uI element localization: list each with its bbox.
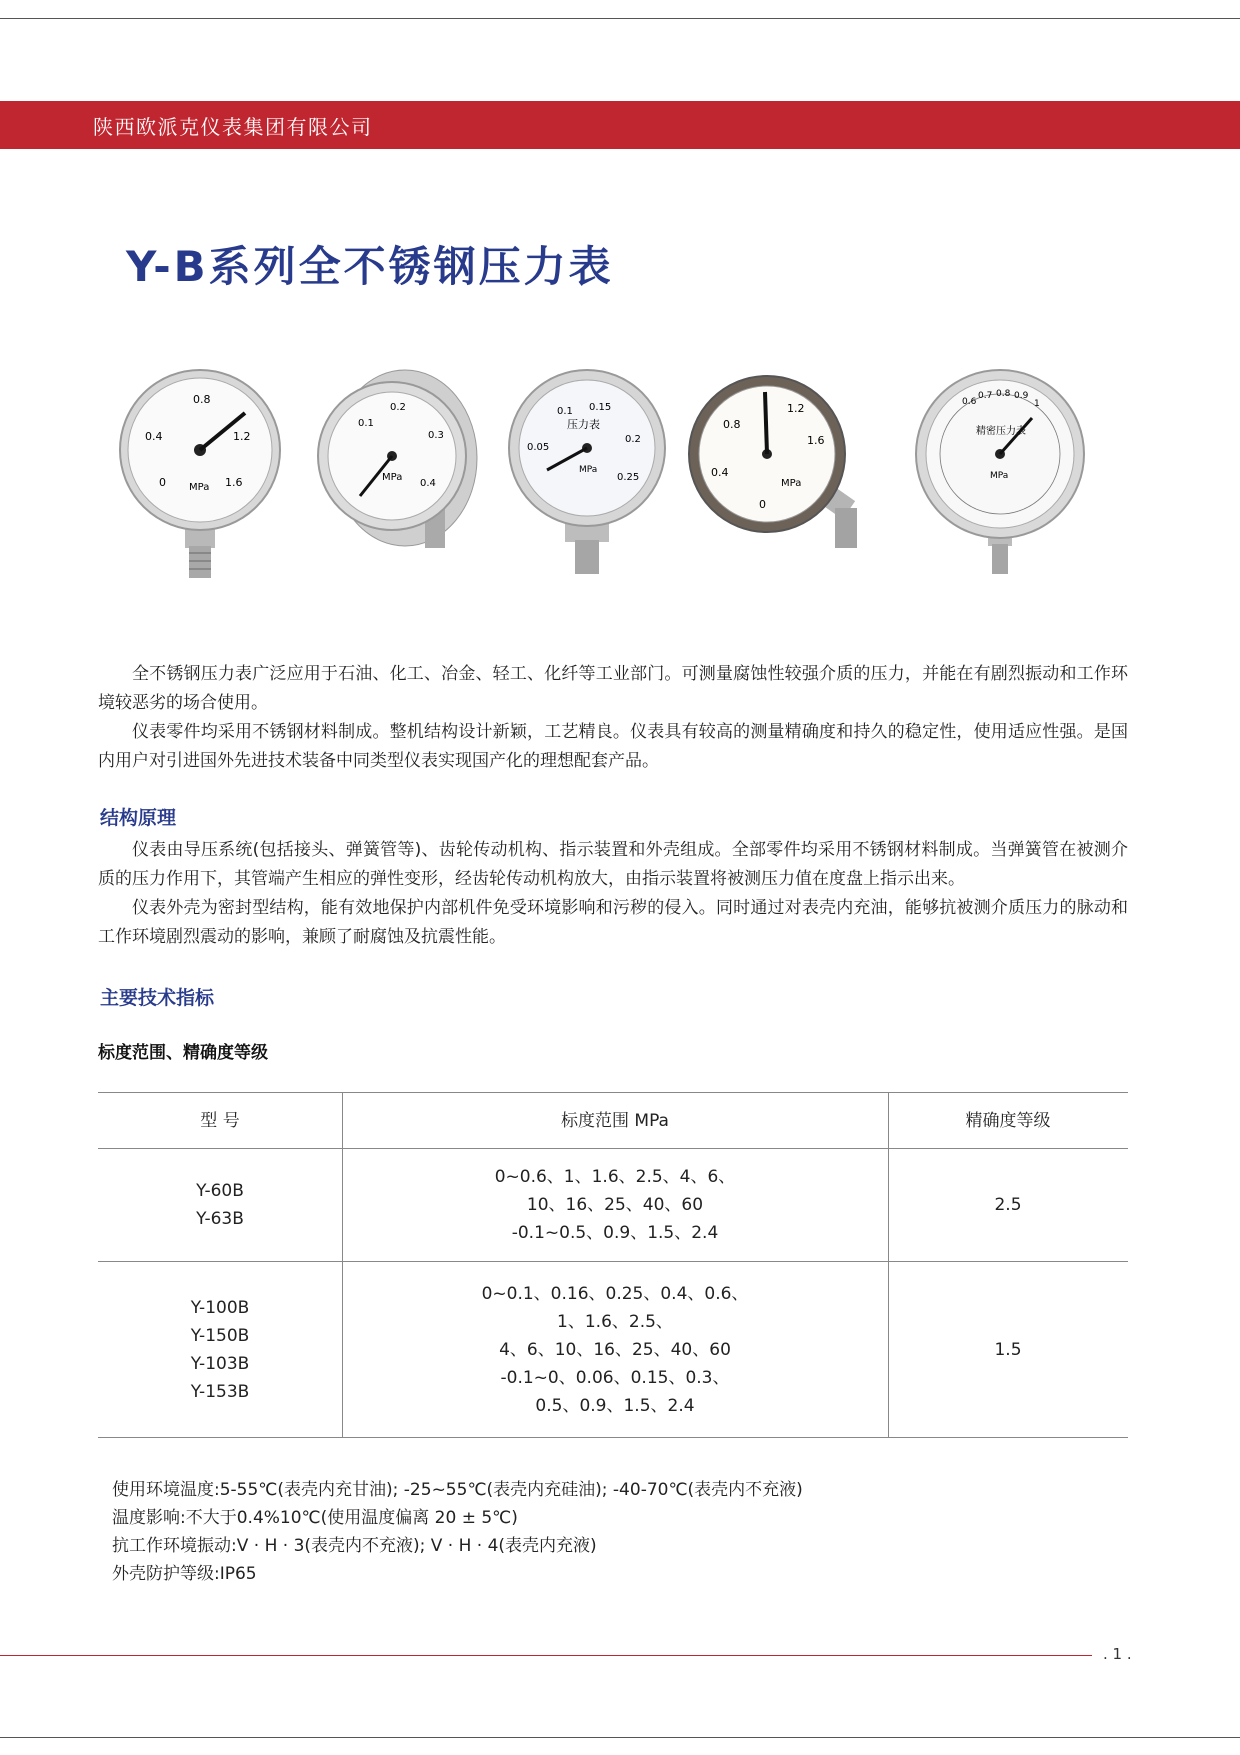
- gauge-1-label-2: 1.2: [233, 430, 251, 443]
- gauge-4-label-0: 0.8: [723, 418, 741, 431]
- gauge-5-label-5: 精密压力表: [976, 426, 1026, 437]
- env-temperature-effect: 温度影响:不大于0.4%10℃(使用温度偏离 20 ± 5℃): [112, 1508, 518, 1528]
- pressure-gauge-icon: [505, 368, 675, 583]
- page-number: . 1 .: [1103, 1645, 1132, 1663]
- gauge-4-label-3: 1.6: [807, 434, 825, 447]
- top-rule: [0, 18, 1240, 19]
- gauge-3-label-5: 压力表: [567, 418, 600, 431]
- gauge-photo-4: [687, 368, 867, 583]
- column-header-range: 标度范围 MPa: [561, 1110, 669, 1131]
- table-row-2-models: [98, 1262, 342, 1437]
- pressure-gauge-icon: [115, 368, 285, 583]
- gauge-3-label-0: 0.1: [557, 406, 573, 417]
- gauge-1-label-3: 0: [159, 476, 166, 489]
- gauge-2-label-0: 0.1: [358, 418, 374, 429]
- range-cell: 0.5、0.9、1.5、2.4: [535, 1395, 695, 1416]
- gauge-2-label-2: 0.3: [428, 430, 444, 441]
- gauge-4-label-5: MPa: [781, 478, 802, 489]
- gauge-photo-1: [115, 368, 285, 583]
- gauge-1-label-5: MPa: [189, 482, 210, 493]
- range-cell: 4、6、10、16、25、40、60: [499, 1339, 731, 1360]
- table-row-2-accuracy: 1.5: [994, 1339, 1022, 1360]
- gauge-3-label-6: MPa: [579, 465, 598, 475]
- precision-pressure-gauge-icon: [910, 368, 1090, 583]
- range-cell: -0.1~0.5、0.9、1.5、2.4: [511, 1223, 719, 1243]
- range-cell: 0~0.6、1、1.6、2.5、4、6、: [494, 1167, 736, 1187]
- back-mount-pressure-gauge-icon: [687, 368, 867, 583]
- range-cell: -0.1~0、0.06、0.15、0.3、: [500, 1367, 730, 1388]
- model-cell: Y-63B: [196, 1209, 244, 1229]
- model-cell: Y-103B: [190, 1353, 250, 1374]
- gauge-5-label-0: 0.6: [962, 397, 977, 407]
- gauge-3-label-2: 0.05: [527, 442, 550, 453]
- structure-heading: 结构原理: [100, 807, 177, 829]
- gauge-4-label-4: 0: [759, 498, 766, 511]
- gauge-3-label-1: 0.15: [589, 402, 612, 413]
- gauge-2-label-1: 0.2: [390, 402, 406, 413]
- gauge-4-label-1: 1.2: [787, 402, 805, 415]
- env-vibration: 抗工作环境振动:V · H · 3(表壳内不充液); V · H · 4(表壳内充液): [112, 1536, 597, 1556]
- env-protection: 外壳防护等级:IP65: [112, 1564, 257, 1584]
- gauge-2-label-4: MPa: [382, 472, 403, 483]
- table-row-1-accuracy: 2.5: [994, 1195, 1022, 1215]
- gauge-photo-3: [505, 368, 675, 583]
- gauge-4-label-2: 0.4: [711, 466, 729, 479]
- range-cell: 0~0.1、0.16、0.25、0.4、0.6、: [481, 1283, 749, 1304]
- range-cell: 10、16、25、40、60: [526, 1195, 704, 1215]
- gauge-photo-5: [910, 368, 1090, 583]
- model-cell: Y-100B: [190, 1297, 250, 1318]
- intro-paragraph-1: 全不锈钢压力表广泛应用于石油、化工、冶金、轻工、化纤等工业部门。可测量腐蚀性较强介质的压力，并能在有剧烈振动和工作环境较恶劣的场合使用。: [98, 664, 1128, 713]
- gauge-1-label-0: 0.8: [193, 393, 211, 406]
- structure-paragraph-1: 仪表由导压系统(包括接头、弹簧管等)、齿轮传动机构、指示装置和外壳组成。全部零件均采用不锈钢材料制成。当弹簧管在被测介质的压力作用下，其管端产生相应的弹性变形，经齿轮传动机构放大，由指示装置将被测压力值在度盘上指示出来。: [98, 840, 1128, 889]
- specs-subheading: 标度范围、精确度等级: [98, 1043, 268, 1063]
- model-cell: Y-150B: [190, 1325, 250, 1346]
- model-cell: Y-153B: [190, 1381, 250, 1402]
- table-row-1-ranges: [342, 1149, 888, 1261]
- gauge-5-label-4: 1: [1034, 399, 1040, 409]
- column-header-accuracy: 精确度等级: [965, 1110, 1051, 1131]
- gauge-1-label-4: 1.6: [225, 476, 243, 489]
- gauge-5-label-6: MPa: [990, 471, 1009, 481]
- gauge-5-label-3: 0.9: [1014, 391, 1029, 401]
- intro-paragraph-2: 仪表零件均采用不锈钢材料制成。整机结构设计新颖，工艺精良。仪表具有较高的测量精确度和持久的稳定性，使用适应性强。是国内用户对引进国外先进技术装备中同类型仪表实现国产化的理想配套产品。: [98, 722, 1128, 771]
- bottom-rule: [0, 1737, 1240, 1738]
- model-cell: Y-60B: [196, 1181, 244, 1201]
- specs-heading: 主要技术指标: [100, 987, 215, 1009]
- range-cell: 1、1.6、2.5、: [557, 1311, 673, 1332]
- page-title: Y-B系列全不锈钢压力表: [126, 242, 614, 291]
- gauge-3-label-3: 0.2: [625, 434, 641, 445]
- column-header-model: 型 号: [200, 1110, 240, 1131]
- gauge-5-label-1: 0.7: [978, 391, 993, 401]
- environment-specs: [112, 1476, 803, 1588]
- env-temperature: 使用环境温度:5-55℃(表壳内充甘油); -25~55℃(表壳内充硅油); -40-70℃(表壳内不充液): [112, 1480, 803, 1500]
- flanged-pressure-gauge-icon: [310, 368, 480, 583]
- specs-table: [98, 1092, 1128, 1438]
- company-name: 陕西欧派克仪表集团有限公司: [93, 115, 373, 139]
- footer-rule: [0, 1655, 1092, 1656]
- structure-paragraph-2: 仪表外壳为密封型结构，能有效地保护内部机件免受环境影响和污秽的侵入。同时通过对表壳内充油，能够抗被测介质压力的脉动和工作环境剧烈震动的影响，兼顾了耐腐蚀及抗震性能。: [98, 898, 1128, 947]
- gauge-photo-2: [310, 368, 480, 583]
- table-row-2-ranges: [342, 1262, 888, 1437]
- table-row-1-models: [98, 1149, 342, 1261]
- gauge-1-label-1: 0.4: [145, 430, 163, 443]
- gauge-5-label-2: 0.8: [996, 389, 1011, 399]
- header-banner: [0, 101, 1240, 149]
- gauge-3-label-4: 0.25: [617, 472, 640, 483]
- product-photos: [115, 368, 1115, 588]
- gauge-2-label-3: 0.4: [420, 478, 436, 489]
